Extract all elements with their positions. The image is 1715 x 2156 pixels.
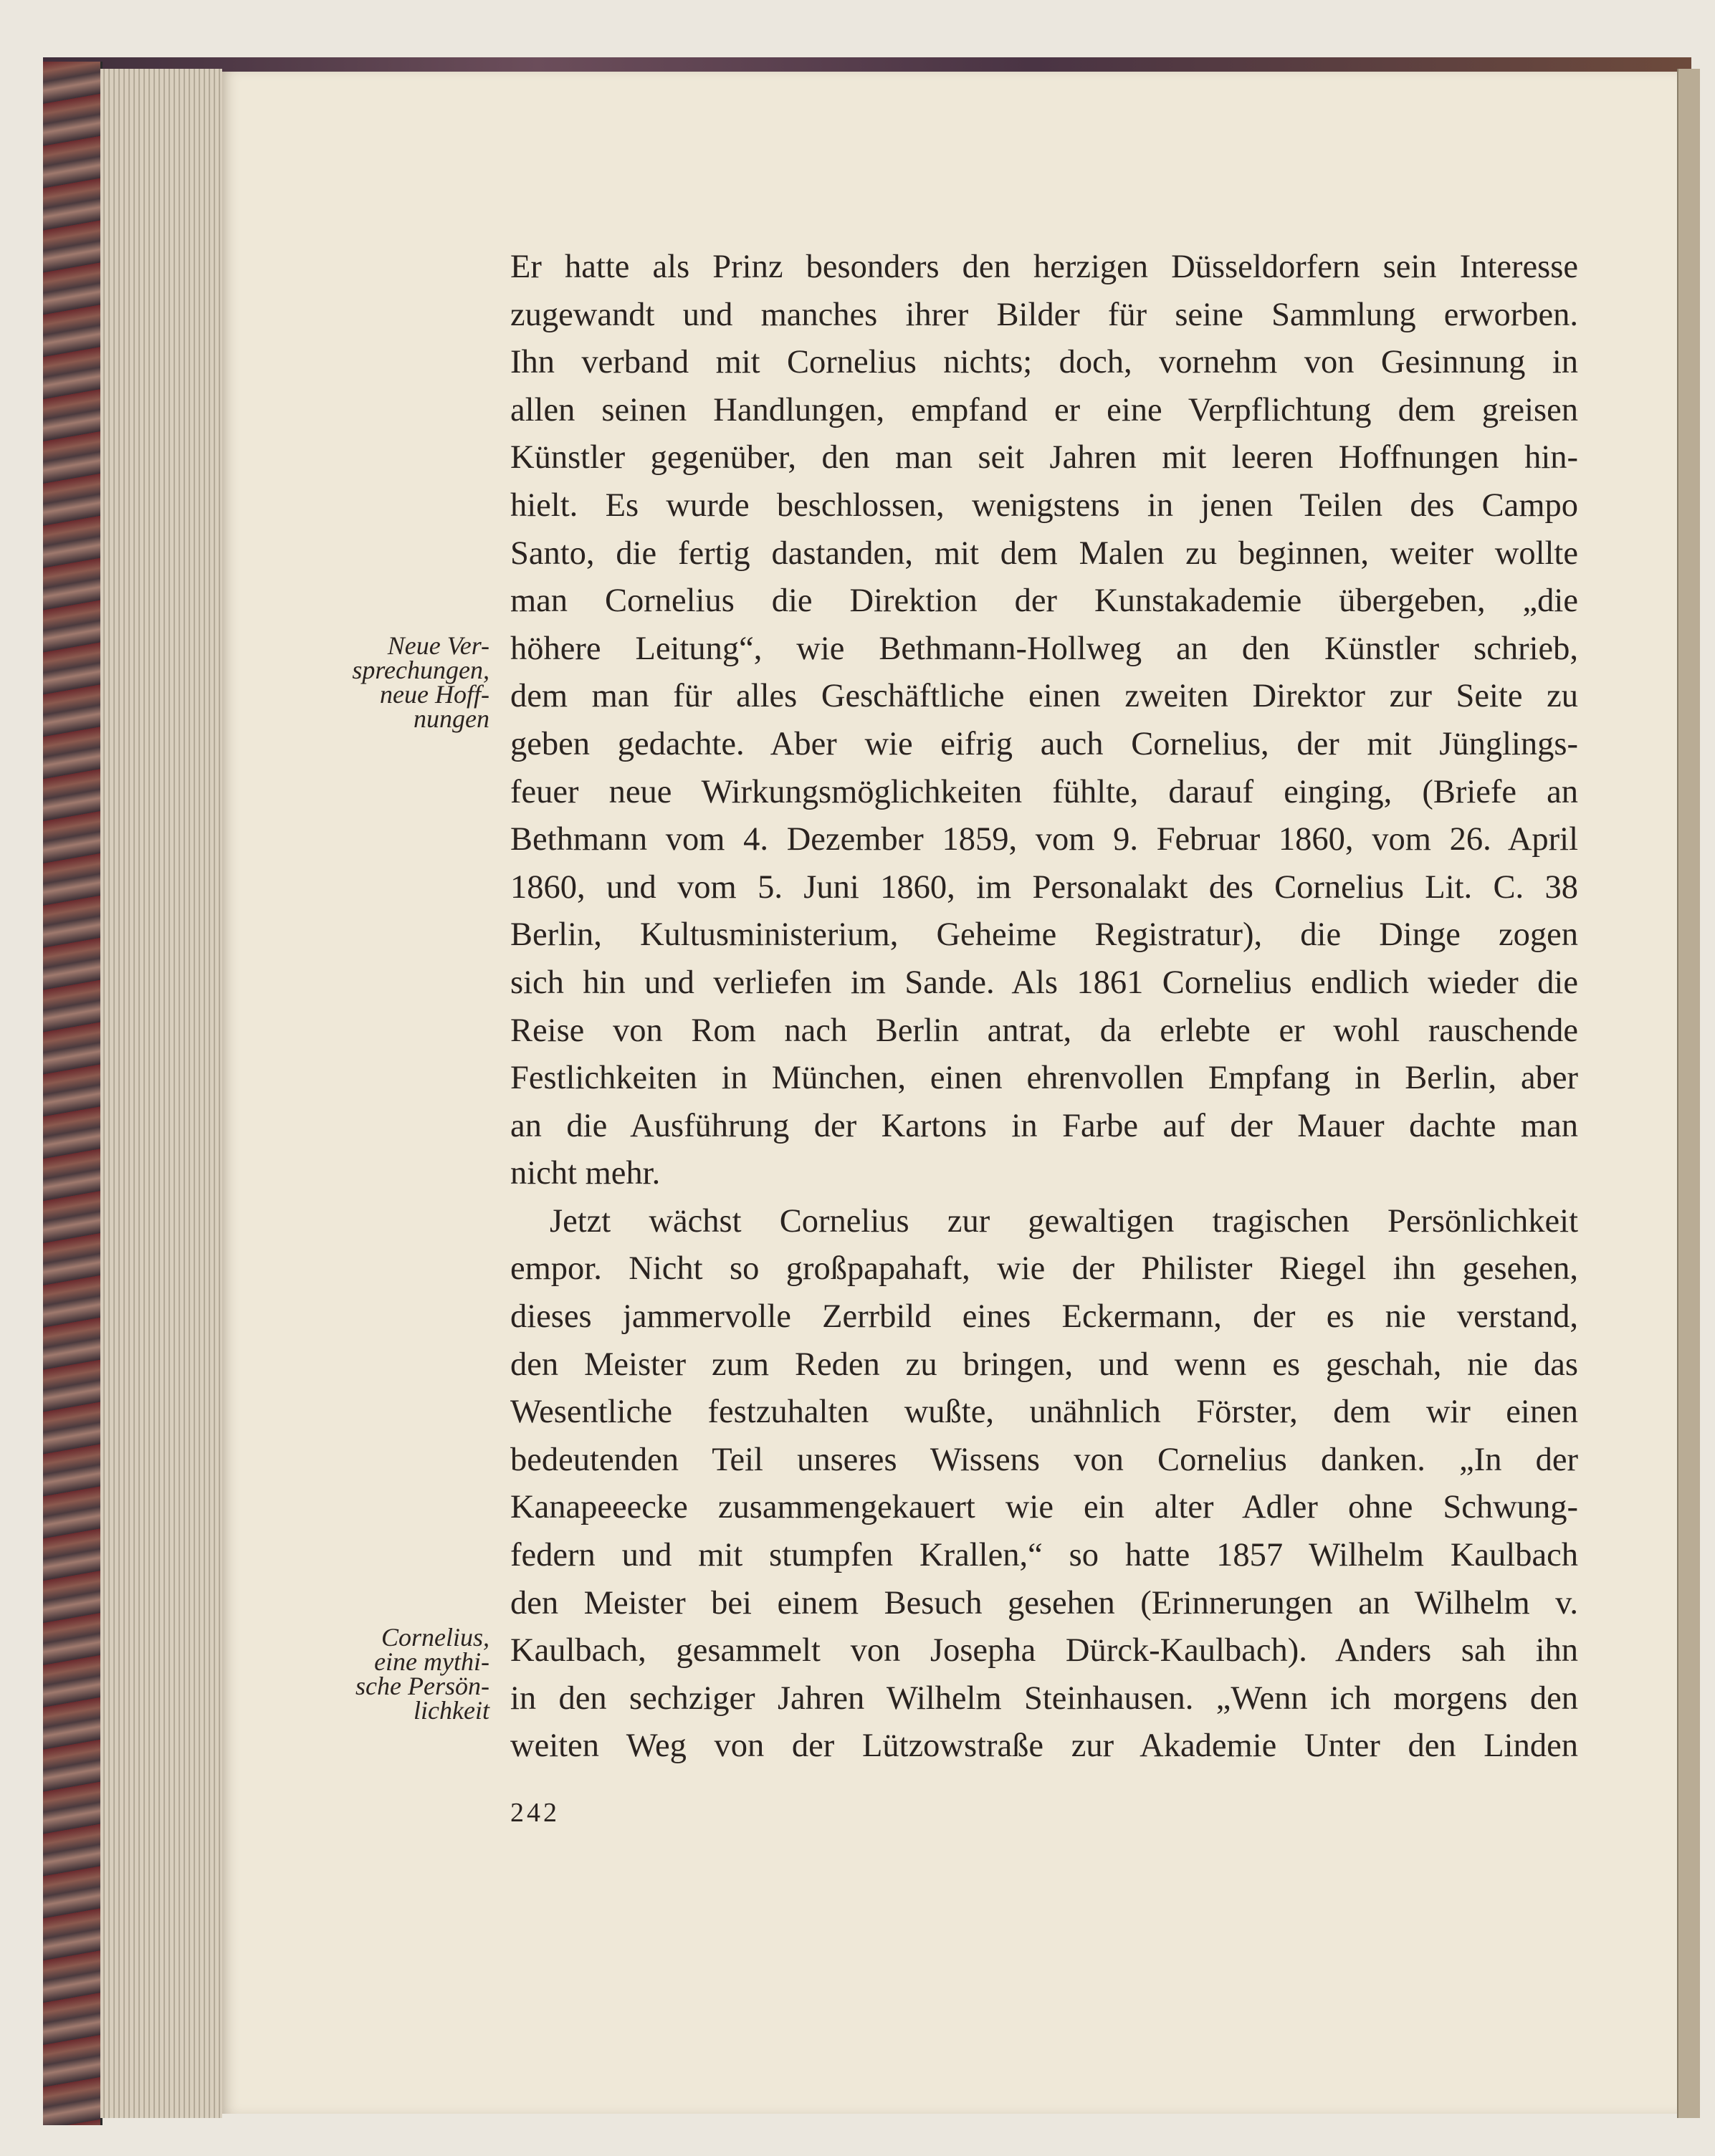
text-line: an die Ausführung der Kartons in Farbe auf der Mauer dachte man bbox=[510, 1107, 1578, 1144]
text-line: den Meister bei einem Besuch gesehen (Erinnerungen an Wilhelm v. bbox=[510, 1584, 1578, 1621]
text-line: bedeutenden Teil unseres Wissens von Cornelius danken. „In der bbox=[510, 1441, 1578, 1478]
text-line: weiten Weg von der Lützowstraße zur Akademie Unter den Linden bbox=[510, 1728, 1578, 1765]
text-line: Reise von Rom nach Berlin antrat, da erlebte er wohl rauschende bbox=[510, 1012, 1578, 1049]
page-stack-edges bbox=[100, 69, 222, 2118]
text-line: empor. Nicht so großpapahaft, wie der Philister Riegel ihn gesehen, bbox=[510, 1250, 1578, 1288]
text-line: feuer neue Wirkungsmöglichkeiten fühlte, darauf einging, (Briefe an bbox=[510, 773, 1578, 810]
text-line: dem man für alles Geschäftliche einen zweiten Direktor zur Seite zu bbox=[510, 678, 1578, 715]
text-line: zugewandt und manches ihrer Bilder für seine Sammlung erworben. bbox=[510, 296, 1578, 333]
page-number: 242 bbox=[510, 1798, 560, 1828]
text-line: hielt. Es wurde beschlossen, wenigstens in jenen Teilen des Campo bbox=[510, 487, 1578, 524]
text-line: Kaulbach, gesammelt von Josepha Dürck-Kaulbach). Anders sah ihn bbox=[510, 1632, 1578, 1669]
margin-note-line: sprechungen, bbox=[352, 656, 489, 684]
paragraph-start-line: Jetzt wächst Cornelius zur gewaltigen tragischen Persönlichkeit bbox=[550, 1202, 1578, 1240]
text-line: sich hin und verliefen im Sande. Als 1861 Cornelius endlich wieder die bbox=[510, 964, 1578, 1001]
text-line: Künstler gegenüber, den man seit Jahren mit leeren Hoffnungen hin- bbox=[510, 439, 1578, 476]
margin-note-line: sche Persön- bbox=[355, 1672, 489, 1700]
text-line: Santo, die fertig dastanden, mit dem Malen zu beginnen, weiter wollte bbox=[510, 535, 1578, 572]
text-line: man Cornelius die Direktion der Kunstakademie übergeben, „die bbox=[510, 583, 1578, 620]
text-line: Wesentliche festzuhalten wußte, unähnlich Förster, dem wir einen bbox=[510, 1394, 1578, 1431]
margin-note-line: nungen bbox=[414, 704, 489, 733]
margin-note-line: eine mythi- bbox=[374, 1647, 489, 1676]
text-line: allen seinen Handlungen, empfand er eine Verpflichtung dem greisen bbox=[510, 391, 1578, 428]
body-text bbox=[510, 244, 1578, 1771]
margin-note-line: Neue Ver- bbox=[387, 631, 489, 660]
margin-note-promises bbox=[332, 633, 489, 731]
margin-note-cornelius bbox=[332, 1625, 489, 1723]
text-line: Bethmann vom 4. Dezember 1859, vom 9. Februar 1860, vom 26. April bbox=[510, 821, 1578, 858]
text-line: Festlichkeiten in München, einen ehrenvollen Empfang in Berlin, aber bbox=[510, 1060, 1578, 1097]
text-line: geben gedachte. Aber wie eifrig auch Cornelius, der mit Jünglings- bbox=[510, 725, 1578, 762]
marbled-book-binding bbox=[43, 62, 102, 2125]
margin-note-line: neue Hoff- bbox=[380, 680, 489, 709]
paragraph-end-line: nicht mehr. bbox=[510, 1155, 661, 1192]
text-line: Er hatte als Prinz besonders den herzigen Düsseldorfern sein Interesse bbox=[510, 249, 1578, 285]
text-line: federn und mit stumpfen Krallen,“ so hatte 1857 Wilhelm Kaulbach bbox=[510, 1537, 1578, 1574]
facing-page-edge bbox=[1677, 69, 1700, 2118]
text-line: Kanapeeecke zusammengekauert wie ein alter Adler ohne Schwung- bbox=[510, 1489, 1578, 1526]
text-line: 1860, und vom 5. Juni 1860, im Personalakt des Cornelius Lit. C. 38 bbox=[510, 868, 1578, 906]
margin-note-line: lichkeit bbox=[414, 1696, 489, 1725]
text-line: den Meister zum Reden zu bringen, und wenn es geschah, nie das bbox=[510, 1346, 1578, 1383]
margin-note-line: Cornelius, bbox=[381, 1623, 489, 1652]
text-line: Ihn verband mit Cornelius nichts; doch, vornehm von Gesinnung in bbox=[510, 344, 1578, 381]
text-line: dieses jammervolle Zerrbild eines Eckermann, der es nie verstand, bbox=[510, 1298, 1578, 1336]
text-line: Berlin, Kultusministerium, Geheime Registratur), die Dinge zogen bbox=[510, 916, 1578, 954]
text-line: höhere Leitung“, wie Bethmann-Hollweg an den Künstler schrieb, bbox=[510, 630, 1578, 667]
text-line: in den sechziger Jahren Wilhelm Steinhausen. „Wenn ich morgens den bbox=[510, 1680, 1578, 1717]
